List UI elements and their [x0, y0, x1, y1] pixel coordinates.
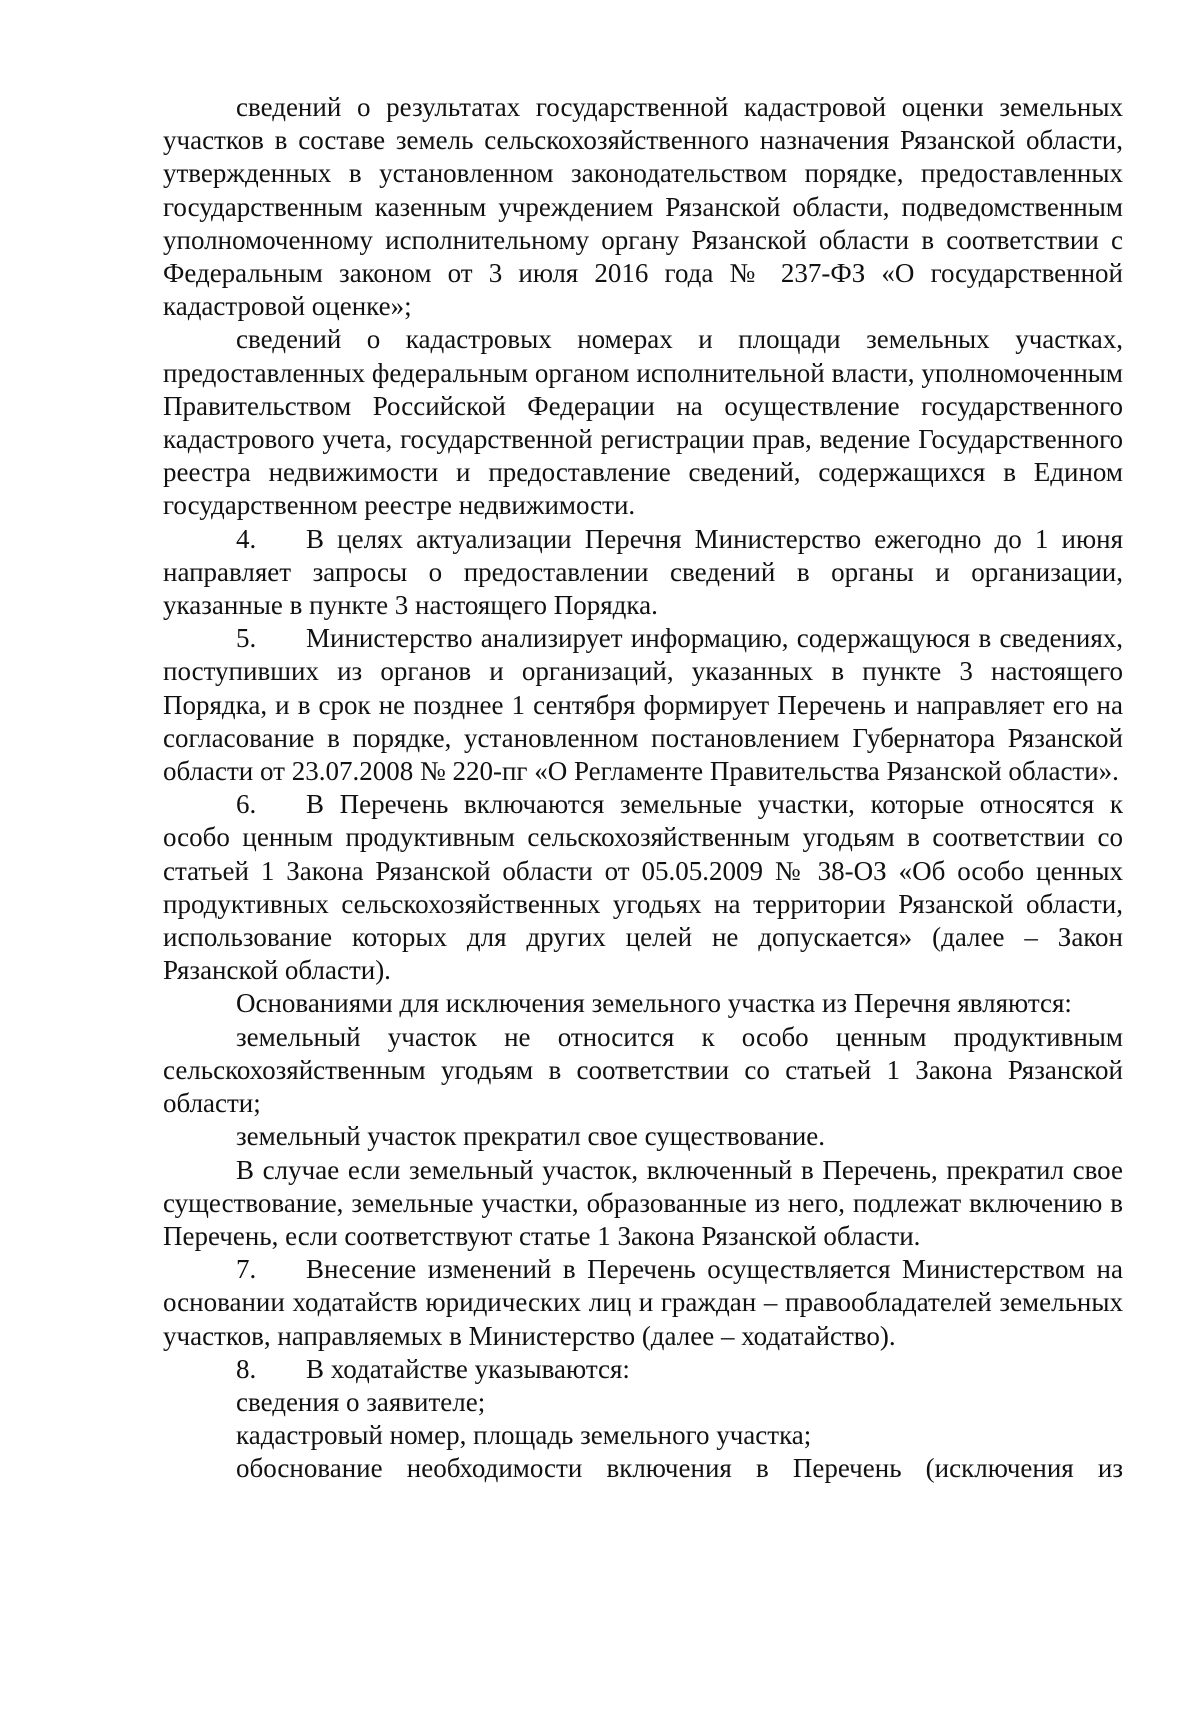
paragraph-ground-1	[163, 1021, 1123, 1121]
paragraph-text: сведений о результатах государственной кадастровой оценки земельных участков в составе земель сельскохозяйственного назначения Рязанской области, утвержденных в установленном законодательством порядке, предоставленных государственным казенным учреждением Рязанской области, подведомственным уполномоченному исполнительному органу Рязанской области в соответствии с Федеральным законом от 3 июля 2016 года № 237-ФЗ «О государственной кадастровой оценке»;	[163, 92, 1123, 322]
paragraph-exclusion-grounds	[163, 987, 1123, 1020]
paragraph-item-justification	[163, 1452, 1123, 1485]
paragraph-text: земельный участок прекратил свое существование.	[236, 1121, 826, 1152]
paragraph-case	[163, 1154, 1123, 1254]
paragraph-text: сведений о кадастровых номерах и площади земельных участках, предоставленных федеральным органом исполнительной власти, уполномоченным Правительством Российской Федерации на осуществление государственного кадастрового учета, государственной регистрации прав, ведение Государственного реестра недвижимости и предоставление сведений, содержащихся в Едином государственном реестре недвижимости.	[163, 324, 1123, 521]
paragraph-number: 7.	[236, 1254, 257, 1285]
paragraph-number: 4.	[236, 523, 257, 554]
paragraph-text: Внесение изменений в Перечень осуществляется Министерством на основании ходатайств юридических лиц и граждан – правообладателей земельных участков, направляемых в Министерство (далее – ходатайство).	[163, 1254, 1123, 1351]
paragraph-item-applicant	[163, 1386, 1123, 1419]
paragraph-5	[163, 622, 1123, 788]
paragraph-7	[163, 1253, 1123, 1353]
paragraph-8	[163, 1353, 1123, 1386]
paragraph-text: В случае если земельный участок, включенный в Перечень, прекратил свое существование, земельные участки, образованные из него, подлежат включению в Перечень, если соответствуют статье 1 Закона Рязанской области.	[163, 1154, 1123, 1251]
paragraph-number: 5.	[236, 623, 257, 654]
paragraph-text: сведения о заявителе;	[236, 1386, 486, 1417]
paragraph-ground-2	[163, 1120, 1123, 1153]
paragraph-text: земельный участок не относится к особо ценным продуктивным сельскохозяйственным угодьям в соответствии со статьей 1 Закона Рязанской области;	[163, 1021, 1123, 1119]
paragraph-text: обоснование необходимости включения в Перечень (исключения из	[236, 1453, 1123, 1484]
paragraph-4	[163, 523, 1123, 623]
paragraph-text: В Перечень включаются земельные участки, которые относятся к особо ценным продуктивным сельскохозяйственным угодьям в соответствии со статьей 1 Закона Рязанской области от 05.05.2009 № 38-ОЗ «Об особо ценных продуктивных сельскохозяйственных угодьях на территории Рязанской области, использование которых для других целей не допускается» (далее – Закон Рязанской области).	[163, 789, 1123, 986]
paragraph-6	[163, 788, 1123, 987]
paragraph-text: кадастровый номер, площадь земельного участка;	[236, 1420, 812, 1451]
document-body	[163, 91, 1123, 1486]
paragraph-number: 8.	[236, 1353, 257, 1384]
paragraph-text: В ходатайстве указываются:	[306, 1353, 630, 1384]
paragraph-text: Министерство анализирует информацию, содержащуюся в сведениях, поступивших из органов и организаций, указанных в пункте 3 настоящего Порядка, и в срок не позднее 1 сентября формирует Перечень и направляет его на согласование в порядке, установленном постановлением Губернатора Рязанской области от 23.07.2008 № 220-пг «О Регламенте Правительства Рязанской области».	[163, 623, 1123, 787]
paragraph-text: В целях актуализации Перечня Министерство ежегодно до 1 июня направляет запросы о предоставлении сведений в органы и организации, указанные в пункте 3 настоящего Порядка.	[163, 523, 1123, 621]
paragraph-item-cadastral	[163, 1419, 1123, 1452]
paragraph-1	[163, 91, 1123, 323]
paragraph-number: 6.	[236, 789, 257, 820]
paragraph-2	[163, 323, 1123, 522]
paragraph-text: Основаниями для исключения земельного участка из Перечня являются:	[236, 988, 1072, 1019]
